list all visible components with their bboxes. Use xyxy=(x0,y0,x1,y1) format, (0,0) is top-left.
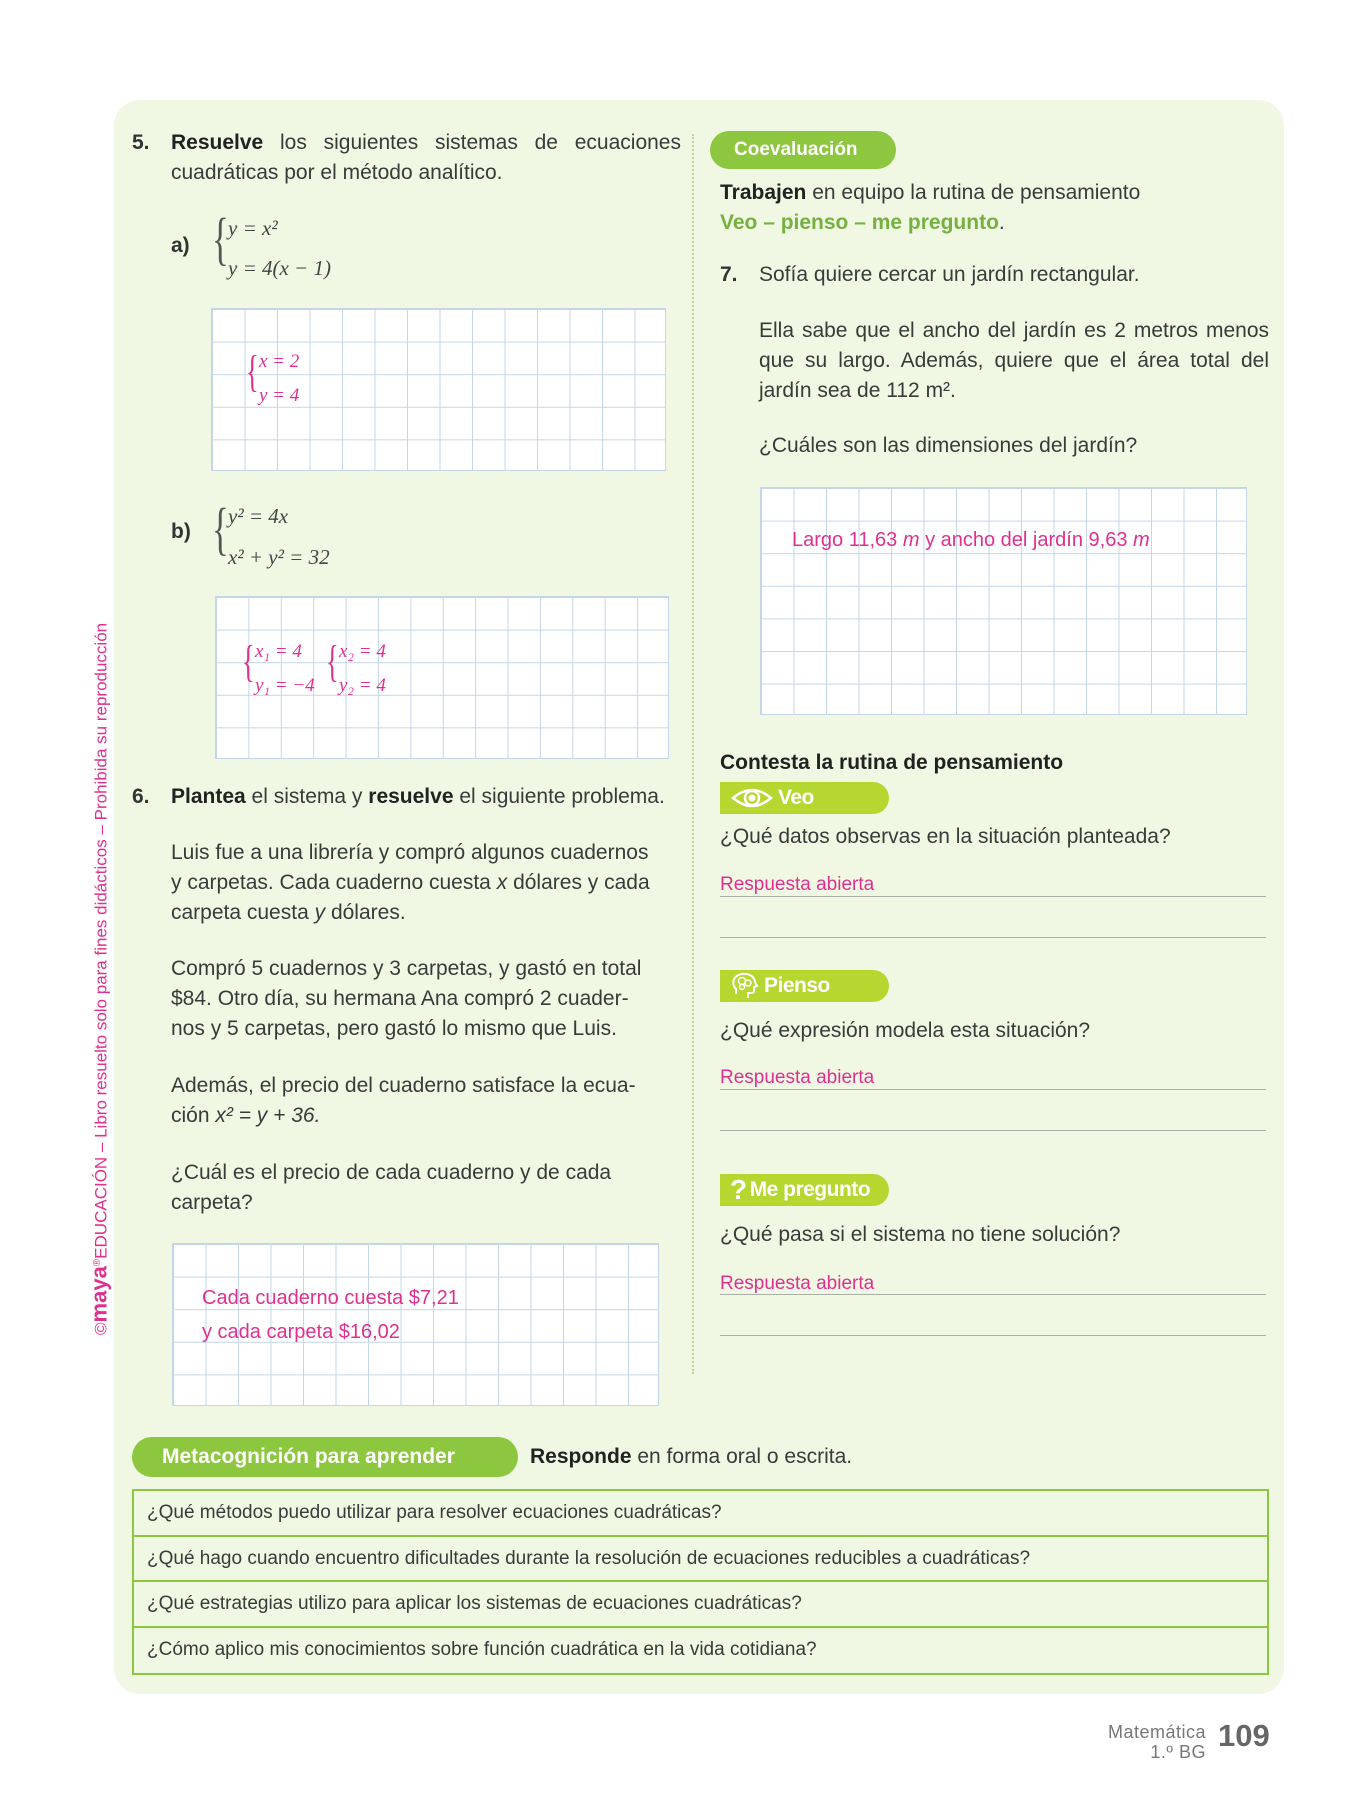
head-brain-icon xyxy=(730,972,760,1000)
me-pregunto-answer[interactable]: Respuesta abierta xyxy=(720,1273,875,1294)
p1-line3 xyxy=(171,898,691,928)
p7-line1: Ella sabe que el ancho del jardín es 2 metros menos xyxy=(759,319,1269,342)
p7-line2: que su largo. Además, quiere que el área total del xyxy=(759,349,1269,372)
veo-question: ¿Qué datos observas en la situación planteada? xyxy=(720,825,1171,848)
routine-period: . xyxy=(998,211,1005,234)
unit-m: m xyxy=(1133,529,1150,551)
exercise-7-number: 7. xyxy=(720,263,738,286)
p1-line2a: y carpetas. Cada cuaderno cuesta xyxy=(171,871,491,894)
exercise-6-verb1: Plantea xyxy=(171,785,246,808)
pienso-question: ¿Qué expresión modela esta situación? xyxy=(720,1019,1091,1042)
answer-b-y1: y₁ = −4 xyxy=(255,675,315,696)
exercise-5-line1-rest: los siguientes sistemas de ecuaciones xyxy=(280,131,681,154)
p1-line2 xyxy=(171,868,691,898)
exercise-5-line2: cuadráticas por el método analítico. xyxy=(171,161,503,184)
part-b-eq2: x² + y² = 32 xyxy=(228,545,330,569)
exercise-6-instruction xyxy=(171,782,665,812)
routine-name-line xyxy=(720,208,1005,238)
brace-icon: { xyxy=(212,496,229,561)
page-number: 109 xyxy=(1218,1718,1270,1753)
answer-b-x1: x₁ = 4 xyxy=(255,641,302,662)
metacognition-rest: en forma oral o escrita. xyxy=(637,1445,853,1468)
routine-name: Veo – pienso – me pregunto xyxy=(720,211,999,234)
veo-badge xyxy=(720,782,889,814)
footer-subject-block xyxy=(1040,1722,1206,1762)
metacognition-question: ¿Qué hago cuando encuentro dificultades durante la resolución de ecuaciones reducibles a cuadráticas? xyxy=(134,1537,1267,1583)
exercise-6-paragraph-2 xyxy=(171,954,691,1044)
me-pregunto-answer-line-2[interactable] xyxy=(720,1335,1266,1336)
exercise-6-rest: el siguiente problema. xyxy=(459,785,665,808)
p7-line3: jardín sea de 112 m². xyxy=(759,379,956,402)
coevaluation-instruction xyxy=(720,178,1140,208)
answer-7 xyxy=(792,528,1150,552)
answer-a-x: x = 2 xyxy=(259,351,300,372)
me-pregunto-label: Me pregunto xyxy=(749,1178,871,1201)
veo-answer-line-2[interactable] xyxy=(720,937,1266,938)
answer-b-y2: y₂ = 4 xyxy=(339,675,386,696)
var-x: x xyxy=(496,871,508,894)
metacognition-verb: Responde xyxy=(530,1445,632,1468)
watermark-text: EDUCACIÓN – Libro resuelto solo para fines didácticos – Prohibida su reproducción xyxy=(91,622,111,1259)
part-a-eq2: y = 4(x − 1) xyxy=(228,256,331,280)
equation: x² = y + 36. xyxy=(215,1104,321,1127)
footer-grade: 1.º BG xyxy=(1150,1742,1206,1762)
me-pregunto-answer-line-1[interactable] xyxy=(720,1294,1266,1295)
coevaluation-rest: en equipo la rutina de pensamiento xyxy=(812,181,1141,204)
answer-7-width: y ancho del jardín 9,63 xyxy=(925,529,1128,551)
answer-7-length: Largo 11,63 xyxy=(792,529,898,551)
metacognition-question: ¿Qué métodos puedo utilizar para resolver ecuaciones cuadráticas? xyxy=(134,1491,1267,1537)
pienso-answer[interactable]: Respuesta abierta xyxy=(720,1067,875,1088)
exercise-6-paragraph-3 xyxy=(171,1071,691,1131)
registered-symbol: ® xyxy=(92,1258,103,1267)
p3-line2 xyxy=(171,1101,691,1131)
answer-brace-icon: { xyxy=(242,637,255,686)
p1-line3a: carpeta cuesta xyxy=(171,901,309,924)
answer-a-y: y = 4 xyxy=(259,385,300,406)
exercise-5-verb: Resuelve xyxy=(171,131,264,154)
part-a-label: a) xyxy=(171,234,190,257)
exercise-6-verb2: resuelve xyxy=(368,785,454,808)
eye-icon xyxy=(730,786,774,810)
p3-line2a: ción xyxy=(171,1104,210,1127)
p2-line2: $84. Otro día, su hermana Ana compró 2 cuader- xyxy=(171,987,629,1010)
question-mark-icon: ? xyxy=(730,1174,747,1205)
answer-6-line1: Cada cuaderno cuesta $7,21 xyxy=(202,1287,459,1309)
copyright-watermark xyxy=(86,495,110,1335)
pienso-answer-line-1[interactable] xyxy=(720,1089,1266,1090)
footer-subject: Matemática xyxy=(1107,1722,1206,1742)
answer-brace-icon: { xyxy=(326,637,339,686)
p1-line1: Luis fue a una librería y compró algunos cuadernos xyxy=(171,841,649,864)
p2-line1: Compró 5 cuadernos y 3 carpetas, y gastó en total xyxy=(171,957,642,980)
p1-line2b: dólares y cada xyxy=(513,871,650,894)
metacognition-question: ¿Qué estrategias utilizo para aplicar los sistemas de ecuaciones cuadráticas? xyxy=(134,1582,1267,1628)
part-b-label: b) xyxy=(171,520,191,543)
part-a-eq1: y = x² xyxy=(228,216,278,240)
metacognition-badge: Metacognición para aprender xyxy=(132,1437,518,1477)
exercise-7-intro: Sofía quiere cercar un jardín rectangular. xyxy=(759,263,1140,286)
var-y: y xyxy=(314,901,326,924)
p2-line3: nos y 5 carpetas, pero gastó lo mismo que Luis. xyxy=(171,1017,617,1040)
p1-line3b: dólares. xyxy=(330,901,406,924)
exercise-6-number: 6. xyxy=(132,785,150,808)
answer-brace-icon: { xyxy=(246,347,259,396)
veo-label: Veo xyxy=(778,786,814,809)
pienso-label: Pienso xyxy=(764,974,830,997)
coevaluation-verb: Trabajen xyxy=(720,181,807,204)
me-pregunto-badge xyxy=(720,1174,889,1206)
exercise-6-paragraph-1 xyxy=(171,838,691,928)
column-divider xyxy=(692,134,694,1374)
p4-line1: ¿Cuál es el precio de cada cuaderno y de cada xyxy=(171,1161,612,1184)
metacognition-instruction xyxy=(530,1442,852,1472)
pienso-answer-line-2[interactable] xyxy=(720,1130,1266,1131)
exercise-5-line1 xyxy=(171,128,681,158)
exercise-7-paragraph xyxy=(759,316,1269,406)
p3-line1: Además, el precio del cuaderno satisface la ecua- xyxy=(171,1074,636,1097)
pienso-badge xyxy=(720,970,889,1002)
unit-m: m xyxy=(902,529,920,551)
part-b-eq1: y² = 4x xyxy=(228,504,289,528)
copyright-symbol: © xyxy=(91,1322,111,1335)
metacognition-table xyxy=(132,1489,1269,1675)
p4-line2: carpeta? xyxy=(171,1191,253,1214)
exercise-6-question xyxy=(171,1158,691,1218)
brace-icon: { xyxy=(212,206,229,271)
veo-answer-line-1[interactable] xyxy=(720,896,1266,897)
metacognition-question: ¿Cómo aplico mis conocimientos sobre función cuadrática en la vida cotidiana? xyxy=(147,1638,817,1660)
answer-6-line2: y cada carpeta $16,02 xyxy=(202,1321,400,1343)
answer-grid-7 xyxy=(760,487,1247,715)
routine-heading: Contesta la rutina de pensamiento xyxy=(720,751,1064,774)
veo-answer[interactable]: Respuesta abierta xyxy=(720,874,875,895)
exercise-7-question: ¿Cuáles son las dimensiones del jardín? xyxy=(759,434,1138,457)
brand-logo: maya xyxy=(86,1266,112,1323)
exercise-5-number: 5. xyxy=(132,131,150,154)
answer-b-x2: x₂ = 4 xyxy=(339,641,386,662)
me-pregunto-question: ¿Qué pasa si el sistema no tiene solución? xyxy=(720,1223,1121,1246)
exercise-6-mid: el sistema y xyxy=(251,785,363,808)
coevaluation-badge: Coevaluación xyxy=(710,131,896,169)
